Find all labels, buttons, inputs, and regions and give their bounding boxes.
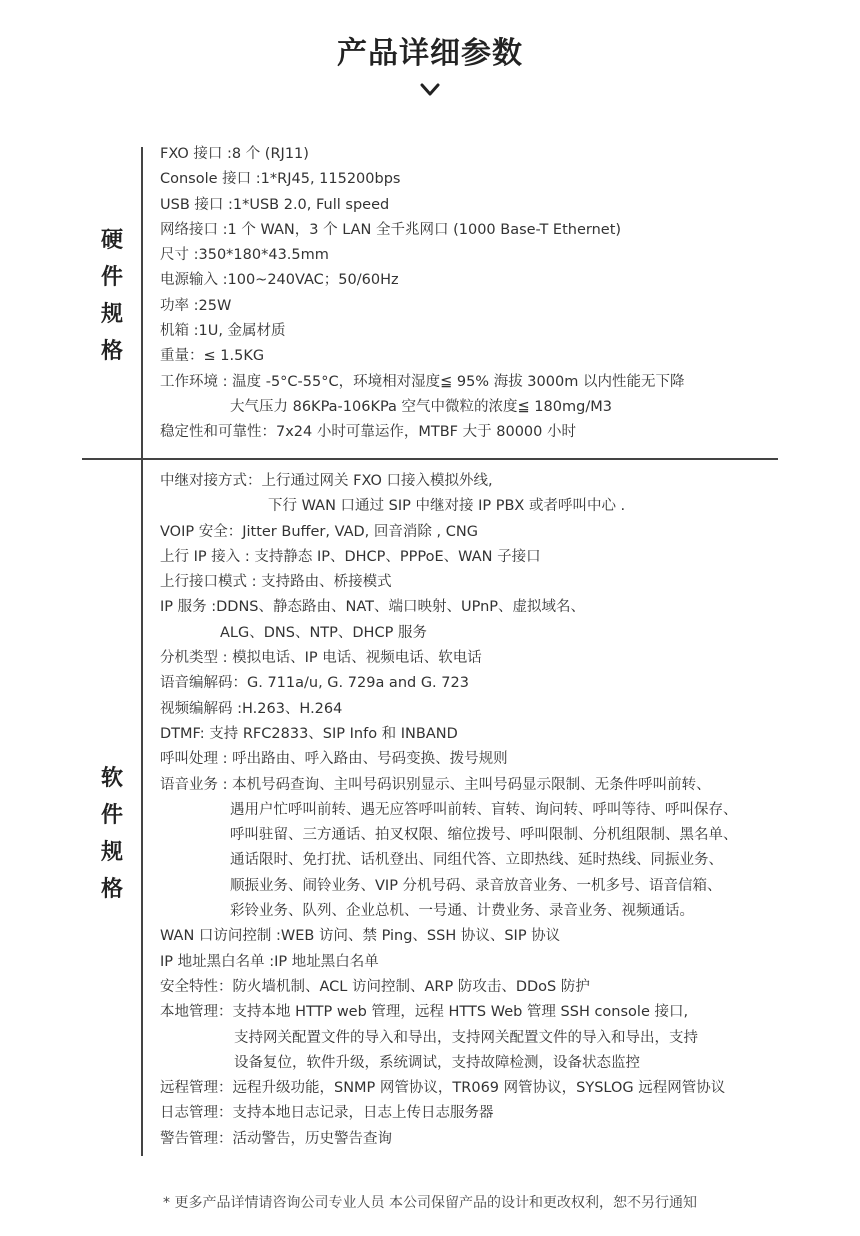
software-spec-row: 通话限时、免打扰、话机登出、同组代答、立即热线、延时热线、同振业务、: [230, 852, 723, 869]
software-spec-row: 彩铃业务、队列、企业总机、一号通、计费业务、录音业务、视频通话。: [230, 903, 694, 920]
software-spec-row: DTMF: 支持 RFC2833、SIP Info 和 INBAND: [160, 725, 458, 742]
hardware-spec-row: 电源输入 :100~240VAC；50/60Hz: [160, 272, 399, 289]
software-label-char: 软: [100, 766, 123, 791]
software-spec-row: 远程管理：远程升级功能，SNMP 网管协议，TR069 网管协议，SYSLOG 远程网管协议: [160, 1080, 726, 1097]
software-spec-list: [160, 469, 738, 1152]
software-label-char: 件: [100, 803, 123, 828]
software-label-char: 格: [100, 877, 123, 902]
hardware-divider-line: [141, 147, 143, 458]
hardware-spec-row: Console 接口 :1*RJ45, 115200bps: [160, 171, 401, 188]
hardware-label-char: 格: [100, 339, 123, 364]
software-spec-row: 顺振业务、闹铃业务、VIP 分机号码、录音放音业务、一机多号、语音信箱、: [230, 877, 722, 894]
software-label-char: 规: [100, 840, 123, 865]
hardware-label-char: 件: [100, 265, 123, 290]
page-title: 产品详细参数: [337, 36, 523, 71]
software-spec-row: 本地管理：支持本地 HTTP web 管理，远程 HTTS Web 管理 SSH console 接口,: [160, 1004, 689, 1021]
hardware-spec-row: 功率 :25W: [160, 297, 232, 314]
hardware-spec-row: FXO 接口 :8 个 (RJ11): [160, 146, 309, 162]
software-spec-row: 呼叫驻留、三方通话、拍叉权限、缩位拨号、呼叫限制、分机组限制、黑名单、: [230, 827, 738, 844]
chevron-down-icon: [420, 80, 440, 100]
hardware-spec-row: 机箱 :1U, 金属材质: [160, 323, 286, 340]
hardware-spec-row: 工作环境 : 温度 -5°C-55°C，环境相对湿度≦ 95% 海拔 3000m 以内性能无下降: [160, 373, 685, 390]
software-spec-row: 日志管理：支持本地日志记录，日志上传日志服务器: [160, 1105, 494, 1122]
hardware-spec-row: 大气压力 86KPa-106KPa 空气中微粒的浓度≦ 180mg/M3: [230, 398, 612, 415]
section-separator: [82, 458, 778, 460]
software-divider-line: [141, 460, 143, 1156]
software-spec-row: 遇用户忙呼叫前转、遇无应答呼叫前转、盲转、询问转、呼叫等待、呼叫保存、: [230, 801, 738, 818]
software-spec-row: IP 服务 :DDNS、静态路由、NAT、端口映射、UPnP、虚拟域名、: [160, 599, 586, 616]
software-spec-row: 下行 WAN 口通过 SIP 中继对接 IP PBX 或者呼叫中心 .: [268, 498, 626, 515]
software-spec-row: IP 地址黑白名单 :IP 地址黑白名单: [160, 953, 379, 970]
hardware-label-char: 规: [100, 302, 123, 327]
hardware-spec-row: 重量：≤ 1.5KG: [160, 348, 265, 365]
software-spec-row: 设备复位，软件升级，系统调试，支持故障检测，设备状态监控: [234, 1054, 640, 1071]
hardware-spec-list: [160, 142, 684, 446]
software-spec-row: VOIP 安全：Jitter Buffer, VAD, 回音消除 , CNG: [160, 523, 478, 540]
software-section-label: [92, 760, 132, 908]
software-spec-row: WAN 口访问控制 :WEB 访问、禁 Ping、SSH 协议、SIP 协议: [160, 928, 561, 945]
footer-note: * 更多产品详情请咨询公司专业人员 本公司保留产品的设计和更改权利，恕不另行通知: [163, 1195, 697, 1211]
software-spec-row: 安全特性：防火墙机制、ACL 访问控制、ARP 防攻击、DDoS 防护: [160, 978, 590, 995]
software-spec-row: 警告管理：活动警告，历史警告查询: [160, 1130, 392, 1147]
software-spec-row: 中继对接方式：上行通过网关 FXO 口接入模拟外线,: [160, 473, 493, 489]
software-spec-row: 语音编解码：G. 711a/u, G. 729a and G. 723: [160, 675, 469, 692]
software-spec-row: 支持网关配置文件的导入和导出，支持网关配置文件的导入和导出，支持: [234, 1029, 698, 1046]
software-spec-row: 语音业务 : 本机号码查询、主叫号码识别显示、主叫号码显示限制、无条件呼叫前转、: [160, 776, 711, 793]
hardware-spec-row: USB 接口 :1*USB 2.0, Full speed: [160, 196, 390, 213]
hardware-spec-row: 网络接口 :1 个 WAN，3 个 LAN 全千兆网口 (1000 Base-T Ethernet): [160, 221, 622, 238]
hardware-spec-row: 尺寸 :350*180*43.5mm: [160, 247, 329, 264]
hardware-section-label: [92, 222, 132, 370]
software-spec-row: 呼叫处理 : 呼出路由、呼入路由、号码变换、拨号规则: [160, 751, 508, 768]
software-spec-row: 视频编解码 :H.263、H.264: [160, 700, 343, 717]
software-spec-row: ALG、DNS、NTP、DHCP 服务: [220, 624, 427, 641]
software-spec-row: 分机类型 : 模拟电话、IP 电话、视频电话、软电话: [160, 650, 482, 667]
software-spec-row: 上行 IP 接入 : 支持静态 IP、DHCP、PPPoE、WAN 子接口: [160, 548, 541, 565]
hardware-spec-row: 稳定性和可靠性：7x24 小时可靠运作，MTBF 大于 80000 小时: [160, 424, 576, 441]
hardware-label-char: 硬: [100, 228, 123, 253]
software-spec-row: 上行接口模式 : 支持路由、桥接模式: [160, 574, 392, 591]
